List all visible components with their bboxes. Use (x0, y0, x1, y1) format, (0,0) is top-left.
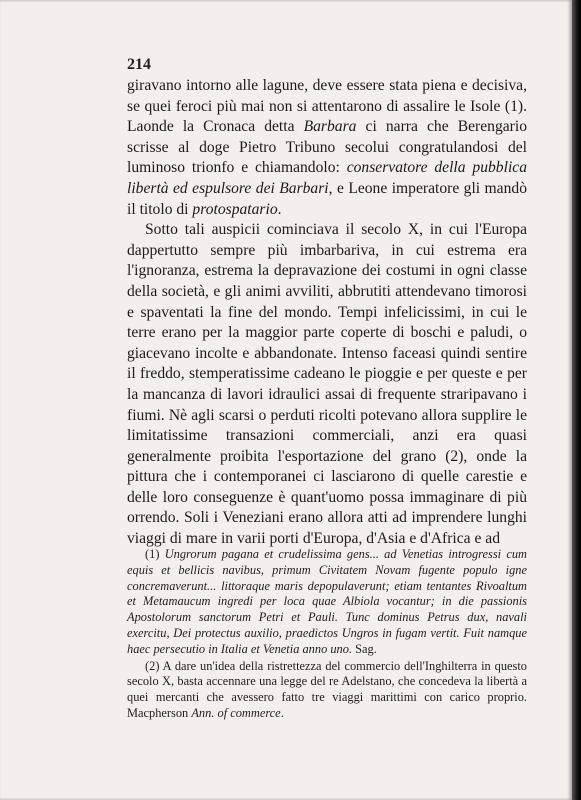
page-number: 214 (127, 56, 151, 73)
footnote-citation: Ann. of commerce (191, 705, 281, 720)
footnote-latin-quote: Ungrorum pagana et crudelissima gens... ad Venetias introgressi cum equis et bellicis navibus, primum Civitatem Novam fugente populo igne concremaverunt... littoraque maris depopulaverunt; etiam tentantes Rivoaltum et Metamaucum ingredi per loca quae Albiola vocantur; in die passionis Apostolorum sanctorum Petri et Pauli. Tunc dominus Petrus dux, navali exercitu, Dei protectus auxilio, praedictos Ungros in fugam vertit. Fuit namque haec persecutio in Italia et Venetia anno uno. (127, 547, 527, 656)
main-text (127, 76, 527, 550)
text-span-italic: Barbara (303, 118, 357, 136)
text-span: ci narra che Berengario scrisse al doge Pietro Tribuno secolui congratulandosi del luminoso trionfo e chiamandolo: (127, 118, 527, 177)
footnote-source: Sag. (352, 641, 377, 656)
text-span: , e Leone imperatore gli mandò il titolo di (127, 179, 527, 218)
paragraph-1 (127, 76, 527, 220)
footnote-2 (127, 659, 527, 722)
paragraph-2 (127, 220, 527, 550)
text-span-italic: conservatore della pubblica libertà ed espulsore dei Barbari (127, 159, 527, 197)
book-spine-edge (572, 0, 581, 800)
text-span: giravano intorno alle lagune, deve essere stata piena e decisiva, se quei feroci più mai non si attentarono di assalire le Isole (1). Laonde la Cronaca detta (127, 77, 527, 136)
footnote-text: (2) A dare un'idea della ristrettezza del commercio dell'Inghilterra in questo secolo X, basta accennare una legge del re Adelstano, che concedeva la libertà a quei mercanti che avessero fatto tre viaggi marittimi con carico proprio. Macpherson (127, 658, 527, 720)
text-span: . (280, 705, 284, 720)
footnote-marker: (1) (145, 547, 165, 561)
text-span: . (277, 200, 282, 218)
footnote-1 (127, 547, 527, 658)
text-span: Sotto tali auspicii cominciava il secolo X, in cui l'Europa dappertutto sempre più imbarbariva, in cui estrema era l'ignoranza, estrema la depravazione dei costumi in ogni classe della società, e gli animi avviliti, abbrutiti attendevano timorosi e spaventati la fine del mondo. Tempi infelicissimi, in cui le terre erano per la maggior parte coperte di boschi e paludi, o giacevano incolte e abbandonate. Intenso faceasi quindi sentire il freddo, stemperatissime cadeano le pioggie e per queste e per la mancanza di lavori idraulici assai di frequente straripavano i fiumi. Nè agli scarsi o perduti ricolti potevano allora supplire le limitatissime transazioni commerciali, anzi era quasi generalmente proibita l'esportazione del grano (2), onde la pittura che i contemporanei ci lasciarono di quelle carestie e delle loro conseguenze è quant'uomo possa immaginare di più orrendo. Soli i Veneziani erano allora atti ad imprendere lunghi viaggi di mare in varii porti d'Europa, d'Asia e d'Africa e ad (127, 221, 527, 548)
text-span-italic: protospatario (192, 200, 278, 218)
footnotes (127, 547, 527, 722)
